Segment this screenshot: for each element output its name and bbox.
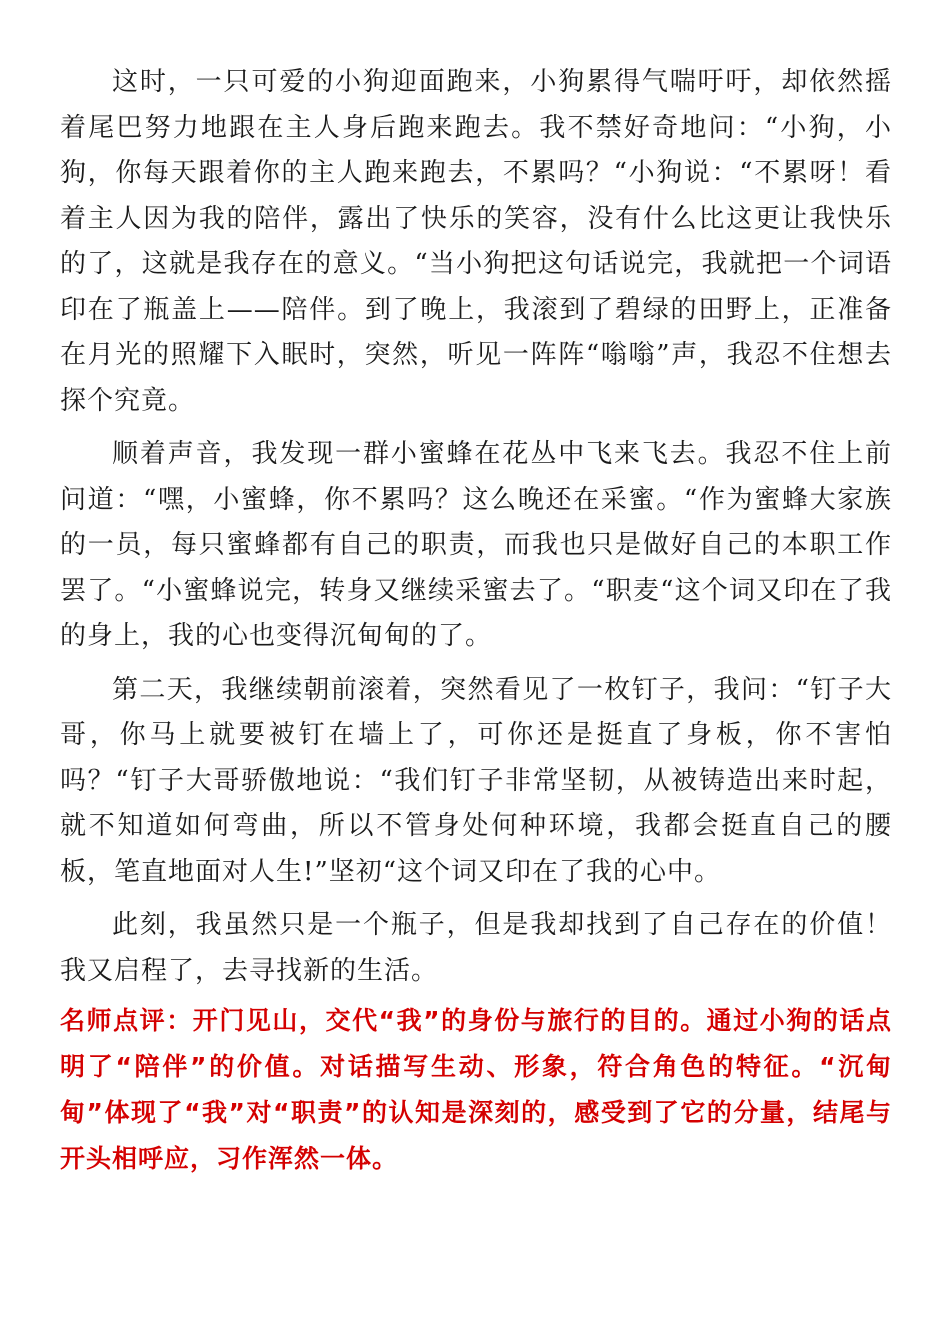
paragraph-bees: 顺着声音，我发现一群小蜜蜂在花丛中飞来飞去。我忍不住上前问道：“嘿，小蜜蜂，你不累吗？这么晚还在采蜜。“作为蜜蜂大家族的一员，每只蜜蜂都有自己的职责，而我也只是做好自己的本职工作罢了。“小蜜蜂说完，转身又继续采蜜去了。“职麦“这个词又印在了我的身上，我的心也变得沉甸甸的了。 xyxy=(60,439,892,651)
paragraph-nail: 第二天，我继续朝前滚着，突然看见了一枚钉子，我问：“钉子大哥，你马上就要被钉在墙上了，可你还是挺直了身板，你不害怕吗？“钉子大哥骄傲地说：“我们钉子非常坚韧，从被铸造出来时起，就不知道如何弯曲，所以不管身处何种环境，我都会挺直自己的腰板，笔直地面对人生!”坚初“这个词又印在了我的心中。 xyxy=(60,674,892,887)
paragraph-puppy: 这时，一只可爱的小狗迎面跑来，小狗累得气喘吁吁，却依然摇着尾巴努力地跟在主人身后跑来跑去。我不禁好奇地问：“小狗，小狗，你每天跟着你的主人跑来跑去，不累吗？“小狗说：“不累呀！看着主人因为我的陪伴，露出了快乐的笑容，没有什么比这更让我快乐的了，这就是我存在的意义。“当小狗把这句话说完，我就把一个词语印在了瓶盖上——陪伴。到了晚上，我滚到了碧绿的田野上，正准备在月光的照耀下入眠时，突然，听见一阵阵“嗡嗡”声，我忍不住想去探个究竟。 xyxy=(60,67,892,416)
teacher-comment: 名师点评：开门见山，交代“我”的身份与旅行的目的。通过小狗的话点明了“陪伴”的价值。对话描写生动、形象，符合角色的特征。“沉甸甸”体现了“我”对“职责”的认知是深刻的，感受到了它的分量，结尾与开头相呼应，习作浑然一体。 xyxy=(60,1006,892,1173)
paragraph-ending: 此刻，我虽然只是一个瓶子，但是我却找到了自己存在的价值！我又启程了，去寻找新的生活。 xyxy=(60,910,892,986)
document-page xyxy=(60,60,892,1182)
